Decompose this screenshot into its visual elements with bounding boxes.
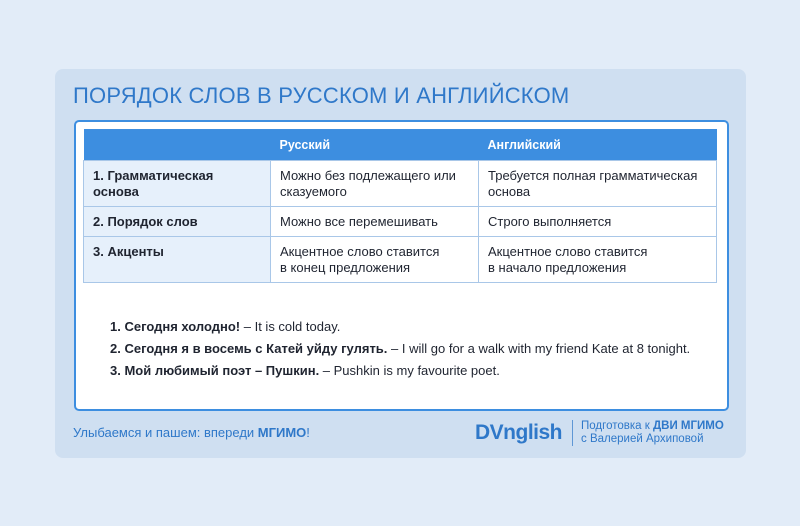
- tagline: Подготовка к ДВИ МГИМО с Валерией Архиповой: [581, 420, 724, 445]
- slogan: Улыбаемся и пашем: впереди МГИМО!: [73, 425, 310, 440]
- table-row: [84, 207, 717, 237]
- table-row: [84, 237, 717, 283]
- page-title: ПОРЯДОК СЛОВ В РУССКОМ И АНГЛИЙСКОМ: [73, 83, 570, 108]
- comparison-table: [83, 129, 717, 283]
- divider: [572, 420, 573, 446]
- table-header-english: Английский: [479, 129, 717, 161]
- english-cell: Акцентное слово ставится в начало предложения: [479, 237, 717, 283]
- content-panel: [74, 120, 729, 411]
- table-header-empty: [84, 129, 271, 161]
- russian-cell: Можно без подлежащего или сказуемого: [271, 161, 479, 207]
- brand-block: [475, 419, 724, 447]
- table-header-russian: Русский: [271, 129, 479, 161]
- row-label: 3. Акценты: [84, 237, 271, 283]
- russian-cell: Можно все перемешивать: [271, 207, 479, 237]
- list-item: 3. Мой любимый поэт – Пушкин. – Pushkin is my favourite poet.: [110, 363, 500, 378]
- dvnglish-logo: DVnglish: [475, 421, 563, 444]
- english-cell: Требуется полная грамматическая основа: [479, 161, 717, 207]
- list-item: 2. Сегодня я в восемь с Катей уйду гулять. – I will go for a walk with my friend Kate at 8 tonight.: [110, 341, 691, 356]
- list-item: 1. Сегодня холодно! – It is cold today.: [110, 319, 341, 334]
- russian-cell: Акцентное слово ставится в конец предложения: [271, 237, 479, 283]
- row-label: 2. Порядок слов: [84, 207, 271, 237]
- row-label: 1. Грамматическая основа: [84, 161, 271, 207]
- table-header-row: [84, 129, 717, 161]
- table-row: [84, 161, 717, 207]
- english-cell: Строго выполняется: [479, 207, 717, 237]
- infographic-card: [55, 69, 746, 458]
- examples-list: [110, 316, 690, 382]
